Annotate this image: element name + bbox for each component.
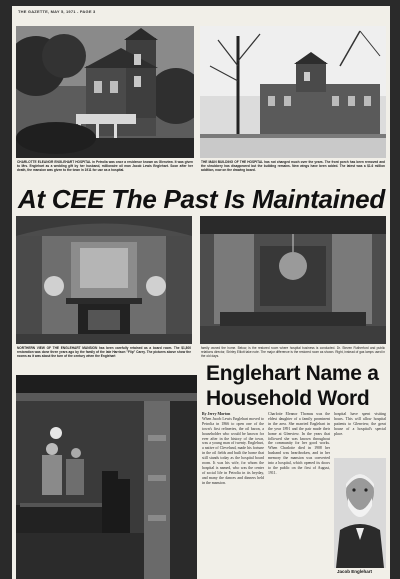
parlor-photo (200, 216, 386, 344)
fireplace-room-photo (16, 216, 192, 344)
mansion-photo-caption: CHARLOTTE ELEANOR ENGLEHART HOSPITAL in Petrolia was once a residence known as Glenview. It was given to Mrs. Englehart as a wedding gift by her husband, millionaire oil man Jacob Lewis Englehart. Soon after her death, the mansion was given to the town in 1911 for use as a hospital. (17, 160, 193, 172)
portrait-caption: Jacob Englehart (337, 569, 373, 574)
hospital-photo-caption: THE MAIN BUILDING OF THE HOSPITAL has not changed much over the years. The front porch has been removed and the shrubbery has disappeared but the building remains. New wings have been added. The latest was a $1.6 million addition, now on the drawing board. (201, 160, 385, 172)
page-folio: THE GAZETTE, MAY 5, 1971 - PAGE 3 (18, 9, 96, 14)
article-byline: By Jerry Morton (202, 412, 231, 416)
dining-room-photo (16, 375, 197, 579)
article-subhead: Englehart Name a Household Word (206, 362, 379, 410)
fireplace-room-caption: NORTHERN VIEW OF THE ENGLEHART MANSION has been carefully retained as a board room. The $1,800 restoration was done three years ago by the family of the late Harrison "Flip" Carey. The pictures above show the rooms as it was about the turn of the century when the Englehart (17, 346, 191, 358)
mansion-photo (16, 26, 194, 158)
article-column-3: hospital have spent visiting hours. This will allow hospital patients to Glenview, the great house of a hospital's special place. (334, 412, 386, 436)
hospital-photo (200, 26, 386, 158)
newspaper-page (12, 6, 390, 579)
englehart-portrait (334, 458, 386, 568)
article-column-2: Charlotte Eleanor Thomas was the eldest daughter of a family prominent in the area. She married Englehart in the year 1891 and the pair made their home at Glenview. In the years that followed she was known throughout the community for her good works. When Charlotte died in 1908 her husband was heartbroken, and in her memory the mansion was converted into a hospital, which opened its doors to the public on the first of August, 1911. (268, 412, 330, 475)
main-headline: At CEE The Past Is Maintained (18, 184, 385, 214)
article-column-1: By Jerry Morton When Jacob Lewis Englehart moved to Petrolia in 1866 to open one of the town's first refineries, the oil baron, a householder who would be known for ever after in the history of the town, was a young man of twenty. Englehart, a native of Cleveland, made his fortune in the oil fields and built the home that still stands today as the hospital board room. It was his wife, for whom the hospital is named, who was the center of social life in Petrolia in its heyday, and many the dances and dinners held in the mansion. (202, 412, 264, 485)
parlor-caption: family owned the home. Below, is the restored room where hospital business is conducted. Dr. Steven Rutherford and public relations director, Shirley Elliott take note. The major difference is the restored room as shown. Right, instead of gas lamps used in the old days. (201, 346, 385, 358)
